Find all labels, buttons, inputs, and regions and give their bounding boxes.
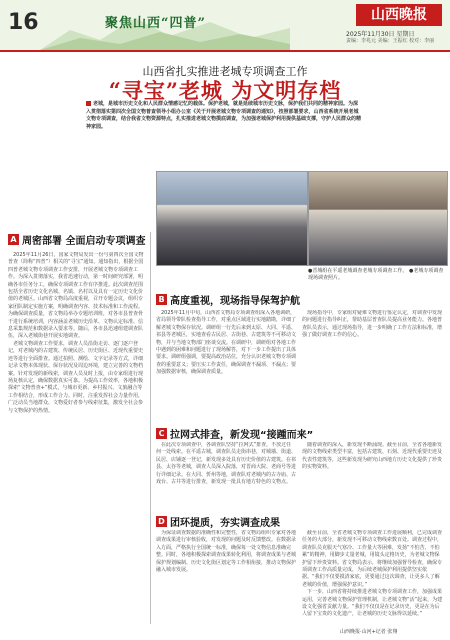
header-rule xyxy=(0,50,450,52)
article-column-b1 xyxy=(156,310,296,420)
article-column-a1 xyxy=(8,252,146,624)
article-column-c1 xyxy=(156,442,296,508)
headline-kicker: 山西省扎实推进老城专项调查工作 xyxy=(142,65,308,78)
column-divider xyxy=(150,232,151,624)
paragraph: 2025年11月中旬，山西省文物局专项调查组深入各地调研，省局领导带队检查指导工作，对重点区域进行实地踏勘，详细了解老城文物保存状况。调研组一行先后来到太原、大同、平遥、祁县等老城区，实地查看古民居、古街巷、古建筑等不可移动文物，并与当地文物部门座谈交流。在调研中，调研组对各地工作中遇到的困难和问题进行了现场解答，对下一步工作提出了具体要求。调研组强调，要提高政治站位，充分认识老城文物专项调查的重要意义；要压实工作责任，确保调查不漏项、不漏点；要加强数据审核，确保调查质量。 xyxy=(156,310,296,376)
newspaper-brand: 山西晚报 xyxy=(356,4,442,26)
section-title-c: 拉网式排查，新发现“接踵而来” xyxy=(170,430,314,441)
section-heading-c xyxy=(156,426,313,441)
section-title-a: 周密部署 全面启动专项调查 xyxy=(22,236,146,247)
section-heading-a xyxy=(8,232,145,247)
lead-paragraph xyxy=(86,101,361,131)
section-marker-a: A xyxy=(8,234,19,245)
paragraph: 为保证调查数据的准确性和完整性，省文物局组织专家对各地调查成果进行审核验收，对发现的问题及时反馈整改。在数据录入方面，严格执行全国统一标准，确保每一处文物信息准确完整。同时，各地积极探索调查成果转化利用，将调查成果与老城保护规划编制、历史文化街区划定等工作相衔接，推动文物保护融入城市发展。 xyxy=(156,530,296,574)
paragraph: 下一步，山西省将持续推进老城文物专项调查工作，加强成果运用，完善老城文物保护管理机制，让老城文物“活”起来，为建设文化强省贡献力量。“我们不仅仅是在记录历史，更是在为后人留下宝贵的文化遗产，让老城的历史文脉得以延续。” xyxy=(302,589,443,618)
section-title-d: 团环提质，夯实调查成果 xyxy=(170,518,280,529)
article-column-b2 xyxy=(302,310,444,420)
paragraph: 截至目前，全省老城文物专项调查工作进展顺利，已完成调查任务的大部分，新发现不可移动文物线索数百处。调查过程中，调查队员克服天气寒冷、工作量大等困难，发扬“不怕苦、不怕累”的精神，用脚步丈量老城，用镜头定格历史，为老城文物保护留下珍贵资料。省文物局表示，将继续加强督导检查，确保专项调查工作高质量完成，为后续老城保护利用提供坚实依据。“我们不仅要摸清家底，更要通过这次调查，让更多人了解老城的价值，增强保护意识。” xyxy=(302,530,443,588)
section-heading-d xyxy=(156,514,280,529)
paragraph: 2025年11月26日，国家文物局发出一份与第四次全国文物普查（简称“四普”）相关的“寻宝”通知。通知指出，根据全国四普老城文物专项调查工作安排，开展老城文物专项调查工作。为深入贯彻落实，我省迅速行动，第一时间研究部署，明确各市任务分工，确保专项调查工作有序推进。此次调查范围包括全省历史文化名城、名镇、名村以及具有一定历史文化价值的老城区。山西省文物局高度重视，召开专题会议，组织专家团队制定实施方案，明确调查内容、技术标准和工作流程。为确保调查质量，省文物局举办专题培训班，对各市县普查骨干进行系统培训，内容涵盖老城历史沿革、文物认定标准、信息采集规范和数据录入要求等。随后，各市县迅速组建调查队伍，深入老城街巷开展实地调查。 xyxy=(8,252,144,340)
news-photo-conference xyxy=(156,171,308,266)
editor-credits: 责编：李兆元 美编：王振红 校对：李丽 xyxy=(346,38,435,44)
byline-footer: 山西晚报·山河+记者 张翔 xyxy=(340,629,398,635)
article-column-d1 xyxy=(156,530,296,626)
photo-caption: ●晋城组在平遥老城调查老城专项调查工作。 ●老城专项调查现场调查照片。 xyxy=(308,268,444,281)
article-column-d2 xyxy=(302,530,444,626)
paragraph: 老城文物调查工作要求，调查人员沿街走访、逐门逐户登记，对老城内的古建筑、传统民居、历史街区、近现代重要史迹等进行全面排查。通过拍照、测绘、文字记录等方式，详细记录文物本体现状、保存状况及周边环境，建立完善的文物档案。针对发现的新线索，调查人员及时上报，由专家组进行现场复核认定，确保数据真实可靠。为提高工作效率，各地积极探索“文物普查+”模式，与城市更新、乡村振兴、文旅融合等工作相结合，形成工作合力。同时，注重发挥社会力量作用，广泛动员当地群众、文物爱好者参与线索征集，激发全社会参与文物保护的热情。 xyxy=(8,340,144,414)
section-marker-d: D xyxy=(156,516,167,527)
paragraph: 现场指导中，专家组对疑难文物进行鉴定认定，对调查中发现的问题进行指导纠正，帮助基层普查队员提高业务能力。各地普查队员表示，通过现场指导，进一步明确了工作方法和标准，增强了做好调查工作的信心。 xyxy=(302,310,443,339)
article-column-c2 xyxy=(302,442,444,508)
section-marker-b: B xyxy=(156,294,167,305)
page-number: 16 xyxy=(8,10,39,35)
paragraph: 随着调查的深入，新发现不断涌现。截至目前，全省各地新发现的文物线索类型丰富，包括古建筑、石刻、近现代重要史迹及代表性建筑等，这些新发现为研究山西地方历史文化提供了珍贵的实物资料。 xyxy=(302,442,443,471)
section-title: 聚焦山西“四普” xyxy=(105,16,206,31)
lead-text: 老城，是城市历史文化和人民群众情感记忆的载体。保护老城，就是延续城市历史文脉，保护我们共同的精神家园。为深入贯彻落实第四次全国文物普查领导小组办公室《关于开展老城文物专项调查的通知》，按照部署要求，山西省系统开展老城文物专项调查，结合我省文物资源特点，扎实推进老城文物摸底调查，为加强老城保护利用提供基础支撑，守护人民群众的精神家园。 xyxy=(86,101,362,130)
section-title-b: 高度重视，现场指导保驾护航 xyxy=(170,296,300,307)
section-marker-c: C xyxy=(156,428,167,439)
section-heading-b xyxy=(156,292,300,307)
headline-title: “寻宝”老城 为文明存档 xyxy=(108,78,342,103)
news-photo-meeting xyxy=(308,171,448,266)
paragraph: 在此次专项调查中，各调查队坚持“拉网式”排查，不放过任何一处线索。在平遥古城，调查队员走街串巷，对城墙、街道、民居、店铺逐一登记，新发现多处具有历史价值的古建筑。在祁县、太谷等老城，调查人员深入院落，对晋商大院、老商号等进行详细记录。在大同、忻州等地，调查队对老城内的古寺庙、古戏台、古井等进行排查，新发现一批具有地方特色的文物点。 xyxy=(156,442,296,486)
lead-bullet-icon xyxy=(86,101,91,106)
dateline: 2025年11月30日 星期日 xyxy=(346,31,415,38)
